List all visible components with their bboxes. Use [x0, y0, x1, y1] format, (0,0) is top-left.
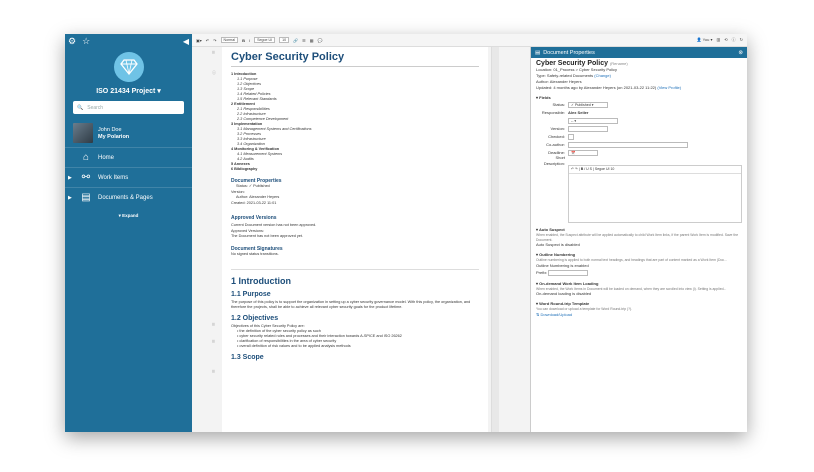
roundtrip-label: Word Round-trip Template [539, 301, 590, 307]
prop-author: Author: Alexander Heyers [536, 79, 582, 84]
status-label: Status: [552, 102, 565, 107]
deadline-input[interactable]: 📅 [568, 150, 598, 156]
view-profile-link[interactable]: (View Profile) [657, 85, 682, 90]
responsible-select[interactable]: -- ▾ [568, 118, 618, 124]
objective-item[interactable]: • clarification of responsibilities in the area of cyber security [237, 339, 337, 343]
undo-icon[interactable]: ↶ [205, 37, 210, 43]
prop-updated [536, 85, 742, 91]
user-name: John Doe [98, 126, 122, 133]
my-polarion-link[interactable]: My Polarion [98, 133, 130, 140]
gutter-marker[interactable]: ⠿ [212, 322, 215, 327]
heading-objectives[interactable]: 1.2 Objectives [231, 315, 279, 322]
document-scrollbar[interactable] [491, 47, 499, 432]
toc-entry[interactable]: 5 Annexes [231, 162, 250, 166]
documents-icon: ▤ [81, 192, 91, 203]
download-upload-label: Download/Upload [540, 311, 573, 317]
save-icon[interactable]: ▣▾ [196, 37, 202, 43]
outline-label: Outline Numbering [539, 252, 576, 258]
star-icon[interactable]: ☆ [82, 35, 91, 46]
collapse-sidebar-icon[interactable]: ◀ [182, 36, 189, 46]
status-select[interactable]: ✓ Published ▾ [568, 102, 608, 108]
doc-status: Status: ✓ Published [236, 184, 270, 188]
coauthor-label: Co-author: [546, 142, 565, 147]
sidebar-item-label: Home [98, 154, 115, 161]
properties-panel [530, 47, 747, 432]
toc-entry[interactable]: 3.2 Processes [237, 132, 262, 136]
document-page[interactable] [222, 47, 488, 432]
expand-arrow-icon[interactable]: ▶ [68, 174, 72, 181]
work-items-icon: ⚯ [81, 172, 91, 183]
properties-header [531, 47, 747, 58]
objective-item[interactable]: • cyber security related rules and processes and their interaction towards A-SPICE and ISO 26262 [237, 334, 402, 338]
search-input[interactable] [73, 101, 184, 114]
short-description-editor[interactable] [568, 165, 742, 223]
size-select[interactable]: 10 [279, 37, 289, 43]
doc-properties-heading: Document Properties [231, 178, 282, 184]
auto-suspect-label: Auto Suspect [538, 227, 565, 232]
toc-entry[interactable]: 1.2 Objectives [237, 82, 262, 86]
sidebar [65, 34, 192, 432]
toc-entry[interactable]: 1.1 Purpose [237, 77, 258, 81]
prop-location: Location: 01_Process > Cyber Security Policy [536, 67, 618, 72]
expand-arrow-icon[interactable]: ▶ [68, 194, 72, 201]
outline-help: Outline numbering is applied to both normal text headings, and headings that are part of content marked as a Work Item (Doc... [536, 258, 727, 263]
sidebar-nav [65, 147, 192, 207]
objective-item[interactable]: • the definition of the cyber security policy as such [237, 329, 321, 333]
editor-mini-toolbar: ↶ ↷ | B I U S | Segoe UI 10 [569, 166, 741, 174]
toc-entry[interactable]: 4.1 Measurement Systems [237, 152, 283, 156]
properties-icon[interactable]: ⓘ [731, 37, 736, 42]
coauthor-input[interactable] [568, 142, 688, 148]
toc-entry[interactable]: 4.2 Audits [237, 157, 254, 161]
fields-label: Fields [539, 95, 551, 100]
toc-entry[interactable]: 3 Implementation [231, 122, 263, 126]
prefix-input[interactable] [548, 270, 588, 276]
comment-icon[interactable]: 💬 [317, 37, 323, 43]
approved-versions-heading: Approved Versions [231, 215, 277, 221]
editor-font[interactable]: Segoe UI [594, 167, 610, 171]
main-area [192, 34, 747, 432]
auto-suspect-value: Auto Suspect is disabled [536, 242, 580, 248]
project-name: ISO 21434 Project [96, 88, 156, 95]
home-icon: ⌂ [82, 152, 90, 163]
ondemand-section[interactable]: ▾ On-demand Work Item Loading [536, 280, 599, 286]
redo-icon[interactable]: ↷ [213, 37, 217, 43]
sidebar-item-documents[interactable] [65, 187, 192, 207]
doc-created: Created: 2021-03-22 11:01 [231, 200, 277, 205]
font-select[interactable]: Segoe UI [254, 37, 275, 43]
heading-scope[interactable]: 1.3 Scope [231, 354, 264, 361]
objectives-list [231, 329, 479, 349]
prefix-label: Prefix: [536, 269, 548, 275]
gutter-marker[interactable]: ⠿ [212, 50, 215, 55]
toc-entry[interactable]: 4 Monitoring & Verification [231, 147, 280, 151]
document-title[interactable]: Cyber Security Policy [231, 51, 479, 67]
toc-entry[interactable]: 3.3 Infrastructure [237, 137, 266, 141]
ondemand-help: When enabled, the Work Items in Document will be loaded on demand, when they are scrolled into view (i). Setting is applied... [536, 286, 727, 291]
table-icon[interactable]: ▦ [309, 37, 314, 43]
ondemand-value: On-demand loading is disabled [536, 291, 592, 297]
app-window [65, 34, 747, 432]
toc-entry[interactable]: 3.1 Management Systems and Certifications [237, 127, 312, 131]
signatures-heading: Document Signatures [231, 245, 283, 252]
project-logo [114, 52, 144, 82]
responsible-value[interactable]: Alex Seiler [568, 110, 589, 115]
toc-entry[interactable]: 3.4 Organization [237, 142, 265, 146]
diamond-icon [120, 59, 138, 75]
objective-item[interactable]: • overall definition of risk values and to be applied analysis methods [237, 344, 351, 348]
history-icon[interactable]: ⟲ [724, 37, 728, 42]
approved-text: Current Document version has not been approved. [231, 223, 317, 227]
outline-value: Outline Numbering is enabled [536, 262, 589, 268]
short-description-label: Short Description: [543, 155, 565, 166]
version-label: Version: [550, 126, 565, 131]
gutter-marker[interactable]: ⠿ [212, 369, 215, 374]
roundtrip-help: You can download or upload a template for Word Round-trip (?). [536, 307, 633, 312]
toc-entry[interactable]: 1.5 Relevant Standards [237, 97, 277, 101]
status-value: Published [575, 103, 591, 107]
deadline-label: Deadline: [548, 150, 565, 155]
refresh-icon[interactable]: ↻ [739, 37, 743, 42]
toc-entry[interactable]: 1 Introduction [231, 72, 257, 76]
search-placeholder: Search [87, 104, 104, 111]
signatures-text: No signed status transitions. [231, 251, 279, 256]
toc-entry[interactable]: 1.3 Scope [237, 87, 255, 91]
sidebar-item-label: Documents & Pages [98, 194, 153, 201]
editor-toolbar [192, 34, 747, 47]
toc-entry[interactable]: 2.1 Responsibilities [237, 107, 270, 111]
properties-title: Document Properties [543, 49, 595, 56]
link-icon[interactable]: 🔗 [293, 37, 299, 43]
approved-text: Approved Versions: [231, 228, 264, 233]
checked-label: Checked: [548, 134, 565, 139]
document-icon: ▤ [535, 49, 541, 56]
prop-title-text: Cyber Security Policy [536, 60, 608, 67]
doc-author: Author: Alexander Heyers [236, 195, 280, 199]
avatar [73, 123, 93, 143]
toc-entry[interactable]: 1.4 Related Policies [237, 92, 271, 96]
project-switcher[interactable]: ISO 21434 Project ▾ [96, 88, 161, 95]
toc-entry[interactable]: 6 Bibliography [231, 167, 258, 171]
prop-updated-text: Updated: 4 months ago by Alexander Heyers (on 2021-03-22 11:22) [536, 85, 657, 90]
doc-version: Version: [231, 189, 245, 194]
sidebar-item-label: Work Items [98, 174, 129, 181]
gear-icon[interactable]: ⚙ [68, 35, 77, 46]
outline-section[interactable]: ▾ Outline Numbering [536, 252, 576, 258]
search-icon: 🔍 [77, 104, 84, 111]
expand-button[interactable]: ▾ Expand [118, 213, 139, 218]
expand-label: Expand [122, 213, 139, 218]
fields-section[interactable]: ▾ Fields [536, 95, 551, 100]
checked-checkbox[interactable] [568, 134, 574, 140]
sidebar-item-work-items[interactable] [65, 167, 192, 187]
prop-type-text: Type: Safety-related Documents [536, 73, 594, 78]
gutter-marker[interactable]: ⓘ [212, 70, 216, 75]
rename-link[interactable]: (Rename) [609, 61, 628, 66]
heading-introduction[interactable]: 1 Introduction [231, 269, 479, 286]
toc-entry[interactable]: 2.2 Infrastructure [237, 112, 266, 116]
editor-size[interactable]: 10 [610, 167, 615, 171]
roundtrip-section[interactable]: ▾ Word Round-trip Template [536, 301, 590, 307]
objectives-intro[interactable]: Objectives of this Cyber Security Policy are: [231, 324, 305, 328]
gutter-marker[interactable]: ⠿ [212, 339, 215, 344]
ondemand-label: On-demand Work Item Loading [539, 280, 599, 286]
user-menu-label: You [702, 37, 710, 42]
sidebar-item-home[interactable] [65, 147, 192, 167]
user-card[interactable] [73, 123, 192, 143]
close-icon[interactable]: ⊗ [738, 49, 743, 56]
bold-icon[interactable]: B [242, 37, 245, 43]
heading-purpose[interactable]: 1.1 Purpose [231, 291, 271, 298]
layout-icon[interactable]: ▥ [716, 37, 721, 42]
list-icon[interactable]: ☰ [302, 37, 306, 43]
table-of-contents [231, 72, 479, 172]
user-menu[interactable]: 👤 You ▾ [696, 37, 713, 42]
toc-entry[interactable]: 2 Entitlement [231, 102, 255, 106]
style-select[interactable]: Normal [221, 37, 239, 43]
version-input[interactable] [568, 126, 608, 132]
auto-suspect-section[interactable]: ▾ Auto Suspect [536, 227, 565, 232]
responsible-label: Responsible: [541, 110, 565, 115]
auto-suspect-help: When enabled, the Suspect attribute will be applied automatically to child Work Item links, if the parent Work Item is modified. Save the Document. [536, 233, 739, 242]
download-upload-link[interactable]: ⇅ Download/Upload [536, 311, 573, 317]
purpose-paragraph[interactable]: The purpose of this policy is to support the organization in setting up a cyber security governance model. With this policy, the organization, and therefore the projects, shall be able to achieve all relevant cyber security goals for the product lifetime. [231, 300, 471, 309]
approved-text: The Document has not been approved yet. [231, 234, 303, 238]
italic-icon[interactable]: I [249, 37, 251, 43]
toc-entry[interactable]: 2.3 Competence Development [237, 117, 289, 121]
sidebar-topbar [65, 34, 192, 48]
change-type-link[interactable]: (Change) [594, 73, 611, 78]
